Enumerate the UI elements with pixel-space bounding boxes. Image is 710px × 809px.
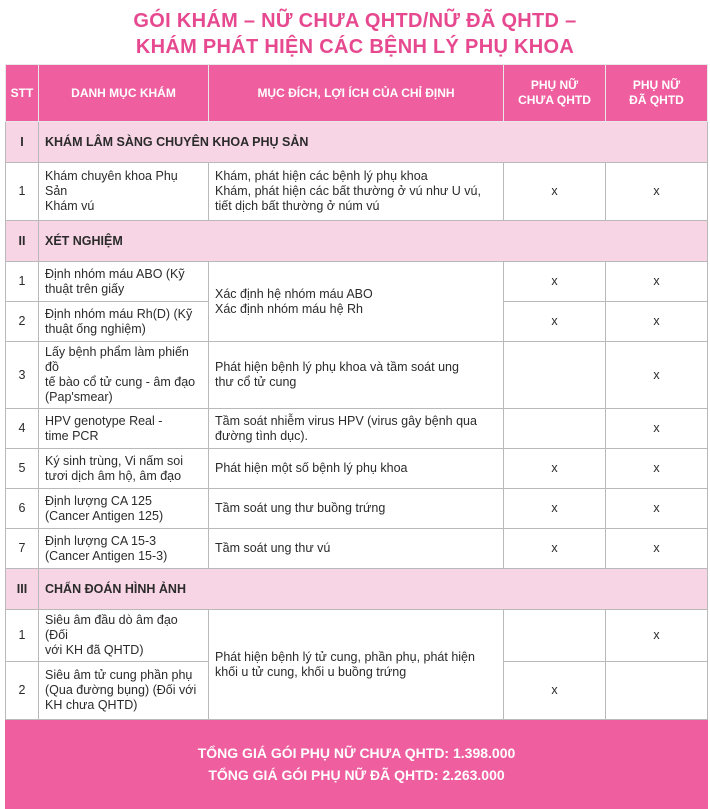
row-item: Lấy bệnh phẩm làm phiến đồ tế bào cổ tử cung - âm đạo (Pap'smear) bbox=[39, 342, 209, 409]
row-stt: 1 bbox=[6, 163, 39, 221]
row-da-mark: x bbox=[606, 262, 708, 302]
row-item: Siêu âm đầu dò âm đạo (Đối với KH đã QHTD) bbox=[39, 610, 209, 662]
exam-package-table bbox=[5, 64, 708, 809]
section-row bbox=[6, 122, 708, 163]
row-chua-mark: x bbox=[504, 662, 606, 720]
row-stt: 2 bbox=[6, 662, 39, 720]
table-row bbox=[6, 409, 708, 449]
row-stt: 2 bbox=[6, 302, 39, 342]
row-chua-mark: x bbox=[504, 449, 606, 489]
row-item: HPV genotype Real - time PCR bbox=[39, 409, 209, 449]
table-row bbox=[6, 489, 708, 529]
row-chua-mark: x bbox=[504, 489, 606, 529]
section-number: III bbox=[6, 569, 39, 610]
header-chua-line1: PHỤ NỮ bbox=[530, 78, 579, 92]
header-danh-muc: DANH MỤC KHÁM bbox=[39, 65, 209, 122]
section-number: II bbox=[6, 221, 39, 262]
header-chua-qhtd bbox=[504, 65, 606, 122]
header-stt: STT bbox=[6, 65, 39, 122]
row-chua-mark: x bbox=[504, 302, 606, 342]
title-line-2: KHÁM PHÁT HIỆN CÁC BỆNH LÝ PHỤ KHOA bbox=[135, 36, 575, 58]
row-da-mark: x bbox=[606, 529, 708, 569]
row-stt: 1 bbox=[6, 610, 39, 662]
section-label: KHÁM LÂM SÀNG CHUYÊN KHOA PHỤ SẢN bbox=[39, 122, 708, 163]
row-chua-mark bbox=[504, 342, 606, 409]
header-muc-dich: MỤC ĐÍCH, LỢI ÍCH CỦA CHỈ ĐỊNH bbox=[209, 65, 504, 122]
row-item: Định nhóm máu ABO (Kỹ thuật trên giấy bbox=[39, 262, 209, 302]
table-row bbox=[6, 449, 708, 489]
totals-row bbox=[6, 720, 708, 809]
row-da-mark: x bbox=[606, 610, 708, 662]
table-row bbox=[6, 342, 708, 409]
table-row bbox=[6, 163, 708, 221]
section-label: XÉT NGHIỆM bbox=[39, 221, 708, 262]
row-purpose: Phát hiện bệnh lý phụ khoa và tầm soát ung thư cổ tử cung bbox=[209, 342, 504, 409]
row-chua-mark: x bbox=[504, 163, 606, 221]
row-item: Định lượng CA 125 (Cancer Antigen 125) bbox=[39, 489, 209, 529]
section-row bbox=[6, 221, 708, 262]
row-purpose: Tầm soát ung thư buồng trứng bbox=[209, 489, 504, 529]
section-number: I bbox=[6, 122, 39, 163]
page-title bbox=[0, 0, 710, 56]
row-stt: 3 bbox=[6, 342, 39, 409]
row-chua-mark: x bbox=[504, 529, 606, 569]
row-chua-mark bbox=[504, 409, 606, 449]
header-chua-line2: CHƯA QHTD bbox=[518, 93, 591, 107]
row-da-mark: x bbox=[606, 302, 708, 342]
row-item: Định nhóm máu Rh(D) (Kỹ thuật ống nghiệm) bbox=[39, 302, 209, 342]
row-item: Khám chuyên khoa Phụ Sản Khám vú bbox=[39, 163, 209, 221]
total-chua-qhtd: TỔNG GIÁ GÓI PHỤ NỮ CHƯA QHTD: 1.398.000 bbox=[197, 745, 516, 761]
row-item: Ký sinh trùng, Vi nấm soi tươi dịch âm hộ, âm đạo bbox=[39, 449, 209, 489]
row-stt: 7 bbox=[6, 529, 39, 569]
table-row bbox=[6, 529, 708, 569]
section-label: CHẨN ĐOÁN HÌNH ẢNH bbox=[39, 569, 708, 610]
total-da-qhtd: TỔNG GIÁ GÓI PHỤ NỮ ĐÃ QHTD: 2.263.000 bbox=[208, 767, 505, 783]
row-da-mark bbox=[606, 662, 708, 720]
table-header-row bbox=[6, 65, 708, 122]
table-row bbox=[6, 262, 708, 302]
row-stt: 5 bbox=[6, 449, 39, 489]
totals-cell bbox=[6, 720, 708, 809]
row-stt: 6 bbox=[6, 489, 39, 529]
section-row bbox=[6, 569, 708, 610]
row-purpose: Tầm soát nhiễm virus HPV (virus gây bệnh qua đường tình dục). bbox=[209, 409, 504, 449]
row-da-mark: x bbox=[606, 163, 708, 221]
row-stt: 4 bbox=[6, 409, 39, 449]
row-da-mark: x bbox=[606, 449, 708, 489]
header-da-line2: ĐÃ QHTD bbox=[629, 93, 684, 107]
row-item: Siêu âm tử cung phần phụ (Qua đường bụng) (Đối với KH chưa QHTD) bbox=[39, 662, 209, 720]
row-da-mark: x bbox=[606, 409, 708, 449]
table-row bbox=[6, 610, 708, 662]
row-stt: 1 bbox=[6, 262, 39, 302]
row-chua-mark bbox=[504, 610, 606, 662]
row-purpose: Khám, phát hiện các bệnh lý phụ khoa Khám, phát hiện các bất thường ở vú như U vú, tiết dịch bất thường ở núm vú bbox=[209, 163, 504, 221]
row-da-mark: x bbox=[606, 489, 708, 529]
header-da-qhtd bbox=[606, 65, 708, 122]
row-purpose-merged: Phát hiện bệnh lý tử cung, phần phụ, phát hiện khối u tử cung, khối u buồng trứng bbox=[209, 610, 504, 720]
row-da-mark: x bbox=[606, 342, 708, 409]
row-chua-mark: x bbox=[504, 262, 606, 302]
row-purpose: Tầm soát ung thư vú bbox=[209, 529, 504, 569]
title-line-1: GÓI KHÁM – NỮ CHƯA QHTD/NỮ ĐÃ QHTD – bbox=[133, 10, 577, 32]
row-purpose-merged: Xác định hệ nhóm máu ABO Xác định nhóm máu hệ Rh bbox=[209, 262, 504, 342]
row-item: Định lượng CA 15-3 (Cancer Antigen 15-3) bbox=[39, 529, 209, 569]
row-purpose: Phát hiện một số bệnh lý phụ khoa bbox=[209, 449, 504, 489]
header-da-line1: PHỤ NỮ bbox=[632, 78, 681, 92]
